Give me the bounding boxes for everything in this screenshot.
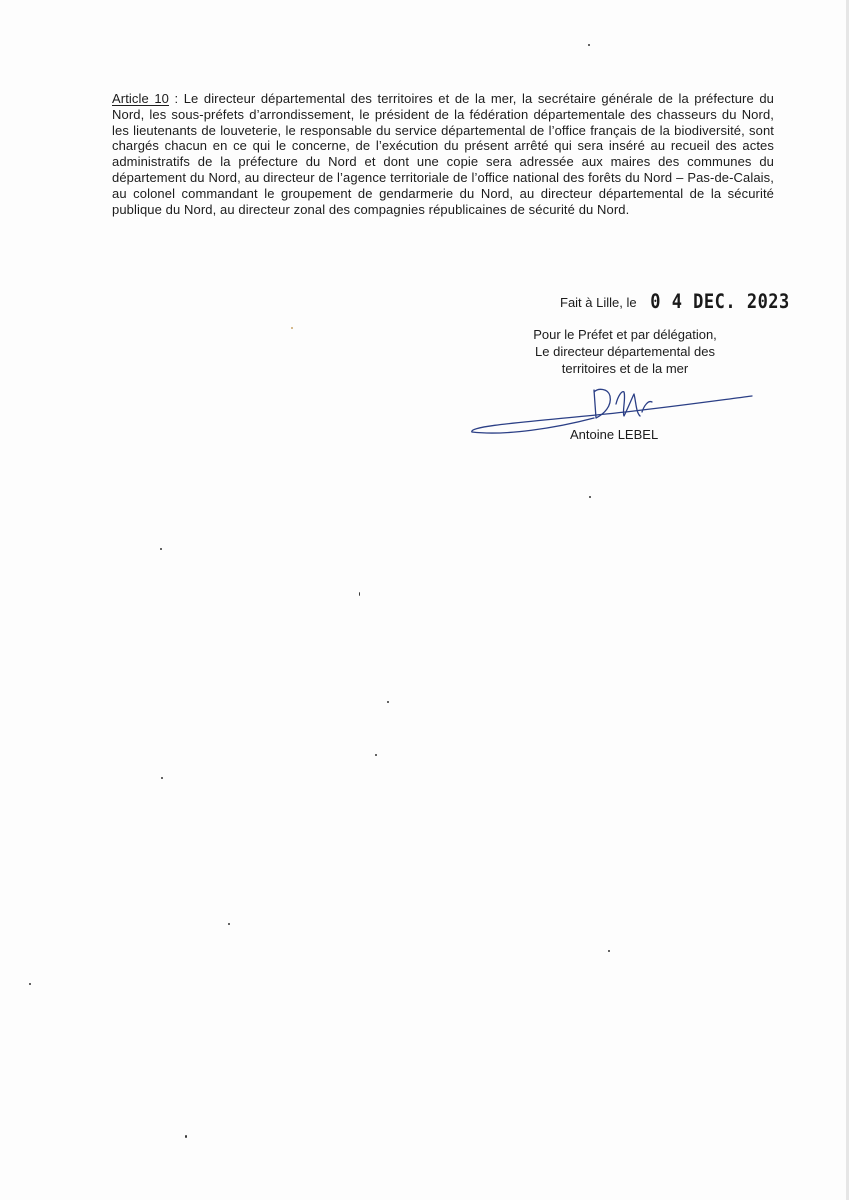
place-and-date xyxy=(560,290,790,314)
article-body: Le directeur départemental des territoires et de la mer, la secrétaire générale de la préfecture du Nord, les sous-préfets d’arrondissement, le président de la fédération départementale des chasseurs du Nord, les lieutenants de louveterie, le responsable du service départemental de l’office français de la biodiversité, sont chargés chacun en ce qui le concerne, de l’exécution du présent arrêté qui sera inséré au recueil des actes administratifs de la préfecture du Nord et dont une copie sera adressée aux maires des communes du département du Nord, au directeur de l’agence territoriale de l’office national des forêts du Nord – Pas-de-Calais, au colonel commandant le groupement de gendarmerie du Nord, au directeur départemental de la sécurité publique du Nord, au directeur zonal des compagnies républicaines de sécurité du Nord. xyxy=(112,91,774,217)
scan-speck xyxy=(588,44,590,46)
delegation-block xyxy=(500,326,750,377)
scan-speck xyxy=(185,1135,187,1138)
scan-speck xyxy=(161,777,163,779)
article-colon: : xyxy=(168,91,184,106)
scan-speck xyxy=(387,701,389,703)
article-10-paragraph xyxy=(112,91,774,217)
scan-speck xyxy=(608,950,610,952)
article-label: Article 10 xyxy=(112,91,169,106)
scan-speck xyxy=(29,983,31,985)
place-label: Fait à Lille, le xyxy=(560,295,637,310)
delegation-line-3: territoires et de la mer xyxy=(561,361,689,376)
scan-speck xyxy=(359,592,360,596)
scan-speck xyxy=(375,754,377,756)
scan-speck xyxy=(228,923,230,925)
delegation-line-2: Le directeur départemental des xyxy=(535,344,715,359)
signatory-name: Antoine LEBEL xyxy=(570,427,659,442)
stamped-date: 0 4 DEC. 2023 xyxy=(650,290,790,314)
scan-speck xyxy=(589,496,591,498)
delegation-line-1: Pour le Préfet et par délégation, xyxy=(533,327,717,342)
scan-speck xyxy=(291,327,293,329)
scan-speck xyxy=(160,548,162,550)
